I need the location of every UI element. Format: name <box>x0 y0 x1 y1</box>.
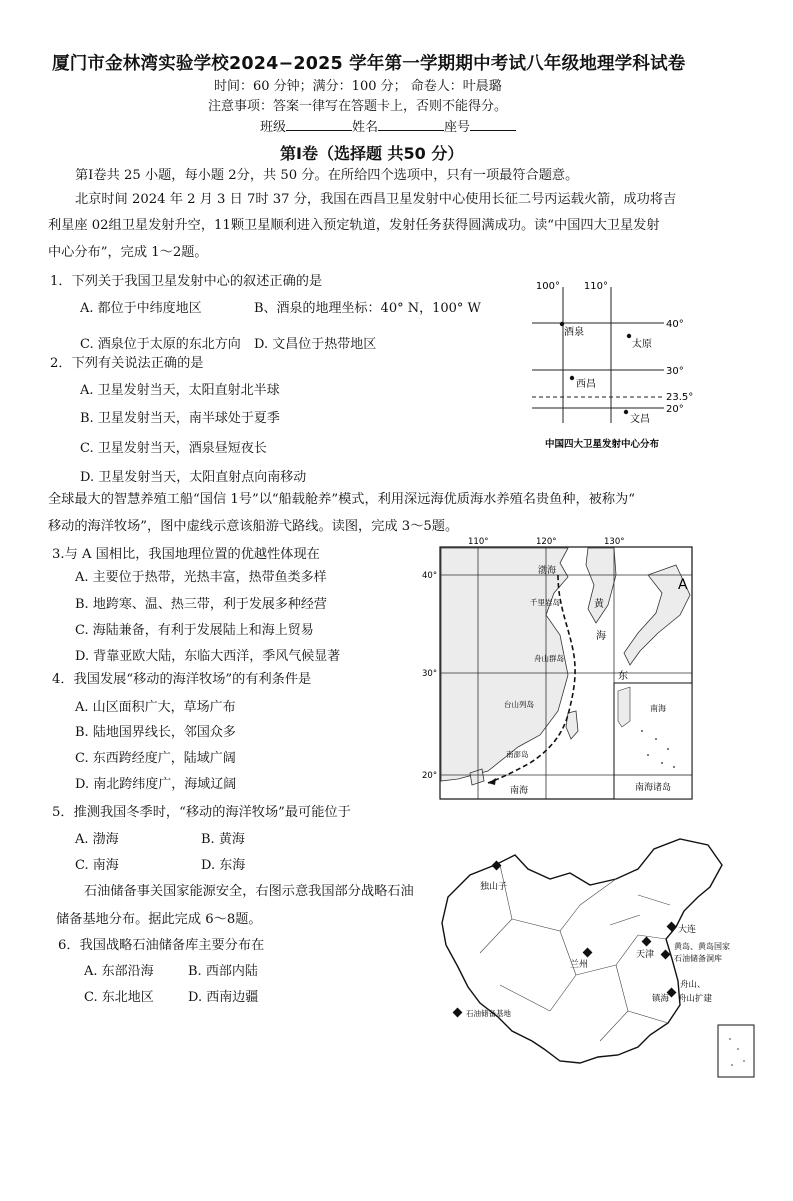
q2-stem: 2．下列有关说法正确的是 <box>50 356 204 371</box>
launch-center-map <box>522 275 702 460</box>
passage1-line2: 利星座 02组卫星发射升空，11颗卫星顺利进入预定轨道，发射任务获得圆满成功。读“中国四大卫星发射 <box>48 218 660 233</box>
passage2-line1: 全球最大的智慧养殖工船“国信 1号”以“船载舱养”模式，利用深远海优质海水养殖名贵鱼种，被称为“ <box>48 492 635 507</box>
passage2-line2: 移动的海洋牧场”，图中虚线示意该船游弋路线。读图，完成 3～5题。 <box>48 519 459 534</box>
qianliyan-label: 千里岩岛 <box>530 598 560 607</box>
ocean-ranch-map <box>418 535 700 803</box>
q2-option-a[interactable]: A. 卫星发射当天，太阳直射北半球 <box>80 383 280 398</box>
legend-label: 石油储备基地 <box>466 1009 511 1018</box>
lat-20-label: 20° <box>666 404 684 415</box>
q6-option-d[interactable]: D. 西南边疆 <box>188 990 259 1005</box>
name-blank[interactable] <box>378 118 444 131</box>
section-title: 第Ⅰ卷（选择题 共50 分） <box>280 144 464 163</box>
q1-option-d[interactable]: D. 文昌位于热带地区 <box>254 337 377 352</box>
name-label: 姓名 <box>352 120 379 135</box>
map2-lon110: 110° <box>468 537 489 547</box>
passage3-line1: 石油储备事关国家能源安全，右图示意我国部分战略石油 <box>84 884 414 899</box>
taiyuan-label: 太原 <box>632 339 652 350</box>
seat-blank[interactable] <box>470 118 516 131</box>
q2-option-d[interactable]: D. 卫星发射当天，太阳直射点向南移动 <box>80 470 307 485</box>
map2-lon130: 130° <box>604 537 625 547</box>
bohai-label: 渤海 <box>538 566 557 576</box>
q3-option-c[interactable]: C. 海陆兼备，有利于发展陆上和海上贸易 <box>75 623 314 638</box>
student-info-line <box>260 116 516 135</box>
oil-reserve-map <box>440 835 758 1080</box>
q3-option-b[interactable]: B. 地跨寒、温、热三带，利于发展多种经营 <box>75 597 327 612</box>
huangdao-label: 黄岛、黄岛国家 <box>674 942 730 951</box>
lat-23-5-label: 23.5° <box>666 392 694 403</box>
lon-100-label: 100° <box>535 281 560 292</box>
nanhai-label: 南海 <box>510 786 529 796</box>
zhoushan-map-label: 舟山、 <box>680 980 706 990</box>
map2-lat40: 40° <box>422 571 438 581</box>
q6-option-b[interactable]: B. 西部内陆 <box>188 964 258 979</box>
zhoushan-label: 舟山群岛 <box>534 654 564 663</box>
q2-option-b[interactable]: B. 卫星发射当天，南半球处于夏季 <box>80 411 280 426</box>
q1-stem: 1．下列关于我国卫星发射中心的叙述正确的是 <box>50 274 323 289</box>
map2-lat30: 30° <box>422 669 438 679</box>
q5-option-a[interactable]: A. 渤海 <box>75 832 119 847</box>
q5-option-b[interactable]: B. 黄海 <box>201 832 245 847</box>
q3-option-a[interactable]: A. 主要位于热带，光热丰富，热带鱼类多样 <box>75 570 327 585</box>
lat-40-label: 40° <box>666 319 684 330</box>
huangdao-label-2: 石油储备洞库 <box>674 954 722 963</box>
q6-option-c[interactable]: C. 东北地区 <box>84 990 154 1005</box>
map2-lon120: 120° <box>536 537 557 547</box>
q2-option-c[interactable]: C. 卫星发射当天，酒泉昼短夜长 <box>80 441 267 456</box>
inset-sea-label: 南海 <box>650 704 666 713</box>
q1-option-c[interactable]: C. 酒泉位于太原的东北方向 <box>80 337 241 352</box>
q3-option-d[interactable]: D. 背靠亚欧大陆，东临大西洋，季风气候显著 <box>75 649 341 664</box>
q4-stem: 4．我国发展“移动的海洋牧场”的有利条件是 <box>52 672 312 687</box>
exam-meta: 时间：60 分钟；满分：100 分； 命卷人：叶晨璐 <box>214 79 502 94</box>
wenchang-dot <box>624 410 628 414</box>
lanzhou-label: 兰州 <box>570 960 589 970</box>
q4-option-b[interactable]: B. 陆地国界线长，邻国众多 <box>75 725 236 740</box>
jiuquan-label: 酒泉 <box>564 327 584 338</box>
exam-notice: 注意事项：答案一律写在答题卡上，否则不能得分。 <box>208 99 508 114</box>
wenchang-label: 文昌 <box>630 414 650 425</box>
q4-option-d[interactable]: D. 南北跨纬度广，海域辽阔 <box>75 777 237 792</box>
dalian-label: 大连 <box>678 925 697 935</box>
passage1-line3: 中心分布”，完成 1～2题。 <box>48 245 208 260</box>
hai-label: 海 <box>596 631 606 642</box>
q4-option-c[interactable]: C. 东西跨经度广，陆域广阔 <box>75 751 236 766</box>
lon-110-label: 110° <box>583 281 608 292</box>
lat-30-label: 30° <box>666 366 684 377</box>
q5-option-c[interactable]: C. 南海 <box>75 858 119 873</box>
nanpeng-label: 南澎岛 <box>506 750 529 759</box>
q1-option-a[interactable]: A. 都位于中纬度地区 <box>80 301 202 316</box>
q3-stem: 3.与 A 国相比，我国地理位置的优越性体现在 <box>52 547 320 562</box>
class-blank[interactable] <box>286 118 352 131</box>
q4-option-a[interactable]: A. 山区面积广大，草场广布 <box>75 700 236 715</box>
taishan-label: 台山列岛 <box>504 700 534 709</box>
map2-lat20: 20° <box>422 771 438 781</box>
huang-label: 黄 <box>594 599 604 610</box>
zhoushan-ext-label: 舟山扩建 <box>678 994 713 1004</box>
passage1-line1: 北京时间 2024 年 2 月 3 日 7时 37 分，我国在西昌卫星发射中心使用长征二号丙运载火箭，成功将吉 <box>75 192 677 207</box>
class-label: 班级 <box>260 120 287 135</box>
q5-option-d[interactable]: D. 东海 <box>201 858 246 873</box>
jiuquan-dot <box>560 322 564 326</box>
dong-label: 东 <box>618 671 628 682</box>
q1-option-b[interactable]: B、酒泉的地理坐标：40° N，100° W <box>254 301 481 316</box>
xichang-label: 西昌 <box>576 379 596 390</box>
inset-label: 南海诸岛 <box>634 783 672 793</box>
country-a-label: A <box>678 577 688 593</box>
xichang-dot <box>570 376 574 380</box>
taiyuan-dot <box>627 334 631 338</box>
q6-option-a[interactable]: A. 东部沿海 <box>84 964 154 979</box>
q6-stem: 6．我国战略石油储备库主要分布在 <box>58 938 265 953</box>
tianjin-label: 天津 <box>636 950 655 960</box>
dushanzi-label: 独山子 <box>480 882 508 892</box>
zhenhai-label: 镇海 <box>652 994 670 1004</box>
seat-label: 座号 <box>444 120 471 135</box>
q5-stem: 5．推测我国冬季时，“移动的海洋牧场”最可能位于 <box>52 805 351 820</box>
passage3-line2: 储备基地分布。据此完成 6～8题。 <box>56 912 262 927</box>
section-intro: 第Ⅰ卷共 25 小题，每小题 2分，共 50 分。在所给四个选项中，只有一项最符合题意。 <box>75 168 579 183</box>
exam-title: 厦门市金林湾实验学校2024−2025 学年第一学期期中考试八年级地理学科试卷 <box>52 54 686 74</box>
launch-map-caption: 中国四大卫星发射中心分布 <box>544 439 660 450</box>
legend-marker <box>453 1008 463 1018</box>
